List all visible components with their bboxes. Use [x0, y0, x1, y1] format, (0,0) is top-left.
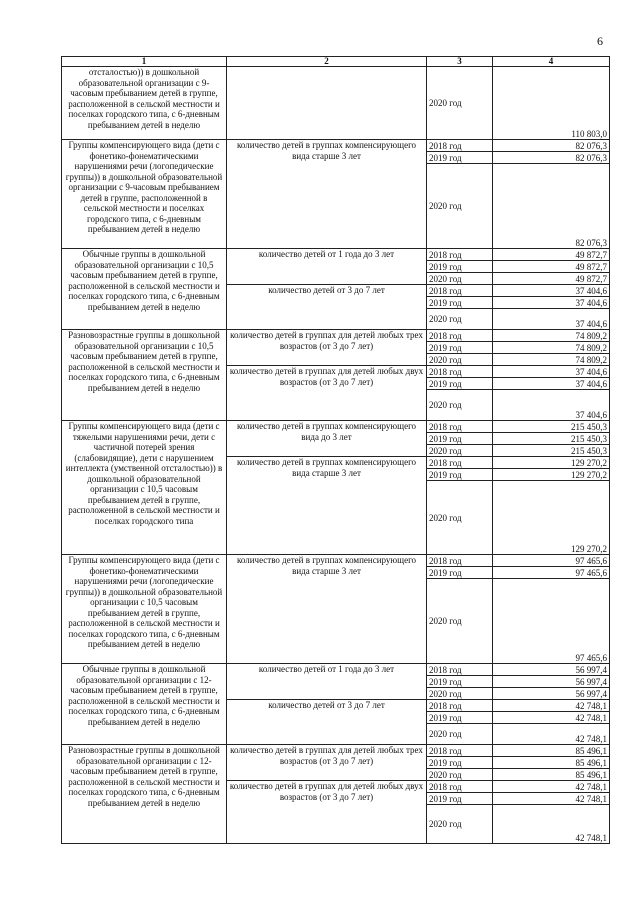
value-cell: 215 450,3: [493, 421, 610, 433]
year-cell: 2019 год: [427, 261, 493, 273]
year-cell: 2019 год: [427, 676, 493, 688]
table-row: [62, 249, 610, 261]
value-cell: 97 465,6: [493, 579, 610, 664]
year-cell: 2020 год: [427, 481, 493, 555]
value-cell: 42 748,1: [493, 805, 610, 844]
year-cell: 2020 год: [427, 354, 493, 366]
year-cell: 2019 год: [427, 793, 493, 805]
group-type-cell: Разновозрастные группы в дошкольной образовательной организации с 10,5 часовым пребыванием детей в группе, расположенной в сельской местности и поселках городского типа, с 6-дневным пребыванием детей в неделю: [62, 330, 227, 421]
header-row: [62, 57, 610, 67]
year-cell: 2020 год: [427, 724, 493, 745]
value-cell: 37 404,6: [493, 390, 610, 421]
year-cell: 2020 год: [427, 390, 493, 421]
year-cell: 2018 год: [427, 664, 493, 676]
value-cell: 37 404,6: [493, 378, 610, 390]
group-type-cell: Обычные группы в дошкольной образовательной организации с 12-часовым пребыванием детей в группе, расположенной в сельской местности и поселках городского типа, с 6-дневным пребыванием детей в неделю: [62, 664, 227, 745]
value-cell: 85 496,1: [493, 745, 610, 757]
group-type-cell: Группы компенсирующего вида (дети с тяжелыми нарушениями речи, дети с частичной потерей зрения (слабовидящие), дети с нарушением интеллекта (умственной отсталостью)) в дошкольной образовательной организации с 10,5 часовым пребыванием детей в группе, расположенной в сельской местности и поселках городского типа: [62, 421, 227, 555]
year-cell: 2020 год: [427, 688, 493, 700]
year-cell: 2019 год: [427, 567, 493, 579]
year-cell: 2019 год: [427, 757, 493, 769]
value-cell: 37 404,6: [493, 297, 610, 309]
group-type-cell: Разновозрастные группы в дошкольной образовательной организации с 12-часовым пребыванием детей в группе, расположенной в сельской местности и поселках городского типа, с 6-дневным пребыванием детей в неделю: [62, 745, 227, 844]
column-header-1: 1: [62, 57, 227, 67]
group-type-cell: Обычные группы в дошкольной образовательной организации с 10,5 часовым пребыванием детей в группе, расположенной в сельской местности и поселках городского типа, с 6-дневным пребыванием детей в неделю: [62, 249, 227, 330]
year-cell: 2018 год: [427, 745, 493, 757]
year-cell: 2018 год: [427, 140, 493, 152]
value-cell: 37 404,6: [493, 309, 610, 330]
column-header-3: 3: [427, 57, 493, 67]
value-cell: 215 450,3: [493, 445, 610, 457]
indicator-cell: количество детей в группах компенсирующего вида до 3 лет: [227, 421, 427, 457]
year-cell: 2018 год: [427, 781, 493, 793]
group-type-cell: Группы компенсирующего вида (дети с фонетико-фонематическими нарушениями речи (логопедические группы)) в дошкольной образовательной организации с 10,5 часовым пребыванием детей в группе, расположенной в сельской местности и поселках городского типа, с 6-дневным пребыванием детей в неделю: [62, 555, 227, 664]
column-header-4: 4: [493, 57, 610, 67]
value-cell: 42 748,1: [493, 781, 610, 793]
year-cell: 2019 год: [427, 469, 493, 481]
indicator-cell: количество детей в группах для детей любых двух возрастов (от 3 до 7 лет): [227, 781, 427, 844]
table-row: [62, 421, 610, 433]
table-row: [62, 664, 610, 676]
indicator-cell: количество детей от 3 до 7 лет: [227, 700, 427, 745]
table-row: [62, 555, 610, 567]
year-cell: 2018 год: [427, 421, 493, 433]
indicator-cell: количество детей в группах для детей любых трех возрастов (от 3 до 7 лет): [227, 745, 427, 781]
value-cell: 215 450,3: [493, 433, 610, 445]
year-cell: 2018 год: [427, 330, 493, 342]
table-body: [62, 67, 610, 844]
value-cell: 110 803,0: [493, 67, 610, 140]
data-table: [61, 56, 610, 844]
year-cell: 2018 год: [427, 700, 493, 712]
group-type-cell: Группы компенсирующего вида (дети с фонетико-фонематическими нарушениями речи (логопедические группы)) в дошкольной образовательной организации с 9-часовым пребыванием детей в группе, расположенной в сельской местности и поселках городского типа, с 6-дневным пребыванием детей в неделю: [62, 140, 227, 249]
value-cell: 74 809,2: [493, 342, 610, 354]
indicator-cell: количество детей в группах компенсирующего вида старше 3 лет: [227, 140, 427, 249]
value-cell: 49 872,7: [493, 261, 610, 273]
value-cell: 49 872,7: [493, 273, 610, 285]
year-cell: 2018 год: [427, 555, 493, 567]
value-cell: 42 748,1: [493, 712, 610, 724]
year-cell: 2019 год: [427, 712, 493, 724]
year-cell: 2020 год: [427, 309, 493, 330]
table-row: [62, 745, 610, 757]
table-row: [62, 140, 610, 152]
year-cell: 2020 год: [427, 769, 493, 781]
value-cell: 82 076,3: [493, 140, 610, 152]
value-cell: 129 270,2: [493, 469, 610, 481]
indicator-cell: количество детей в группах компенсирующего вида старше 3 лет: [227, 555, 427, 664]
value-cell: 37 404,6: [493, 366, 610, 378]
value-cell: 97 465,6: [493, 555, 610, 567]
year-cell: 2019 год: [427, 433, 493, 445]
table-row: [62, 67, 610, 140]
table-row: [62, 330, 610, 342]
value-cell: 37 404,6: [493, 285, 610, 297]
year-cell: 2019 год: [427, 297, 493, 309]
value-cell: 129 270,2: [493, 481, 610, 555]
indicator-cell: количество детей от 3 до 7 лет: [227, 285, 427, 330]
value-cell: 56 997,4: [493, 676, 610, 688]
year-cell: 2020 год: [427, 805, 493, 844]
value-cell: 56 997,4: [493, 688, 610, 700]
indicator-cell: количество детей от 1 года до 3 лет: [227, 664, 427, 700]
indicator-cell: количество детей в группах для детей любых трех возрастов (от 3 до 7 лет): [227, 330, 427, 366]
page-number: 6: [597, 34, 603, 48]
year-cell: 2020 год: [427, 273, 493, 285]
year-cell: 2020 год: [427, 164, 493, 249]
year-cell: 2019 год: [427, 342, 493, 354]
indicator-cell: [227, 67, 427, 140]
value-cell: 74 809,2: [493, 354, 610, 366]
indicator-cell: количество детей от 1 года до 3 лет: [227, 249, 427, 285]
value-cell: 85 496,1: [493, 757, 610, 769]
year-cell: 2018 год: [427, 366, 493, 378]
indicator-cell: количество детей в группах компенсирующего вида старше 3 лет: [227, 457, 427, 555]
year-cell: 2020 год: [427, 445, 493, 457]
value-cell: 74 809,2: [493, 330, 610, 342]
year-cell: 2019 год: [427, 378, 493, 390]
value-cell: 49 872,7: [493, 249, 610, 261]
value-cell: 82 076,3: [493, 164, 610, 249]
value-cell: 42 748,1: [493, 793, 610, 805]
year-cell: 2018 год: [427, 285, 493, 297]
year-cell: 2018 год: [427, 249, 493, 261]
value-cell: 42 748,1: [493, 700, 610, 712]
value-cell: 82 076,3: [493, 152, 610, 164]
year-cell: 2020 год: [427, 579, 493, 664]
column-header-2: 2: [227, 57, 427, 67]
value-cell: 56 997,4: [493, 664, 610, 676]
year-cell: 2018 год: [427, 457, 493, 469]
value-cell: 97 465,6: [493, 567, 610, 579]
indicator-cell: количество детей в группах для детей любых двух возрастов (от 3 до 7 лет): [227, 366, 427, 421]
year-cell: 2020 год: [427, 67, 493, 140]
year-cell: 2019 год: [427, 152, 493, 164]
value-cell: 85 496,1: [493, 769, 610, 781]
value-cell: 42 748,1: [493, 724, 610, 745]
value-cell: 129 270,2: [493, 457, 610, 469]
group-type-cell: отсталостью)) в дошкольной образовательной организации с 9-часовым пребыванием детей в группе, расположенной в сельской местности и поселках городского типа, с 6-дневным пребыванием детей в неделю: [62, 67, 227, 140]
